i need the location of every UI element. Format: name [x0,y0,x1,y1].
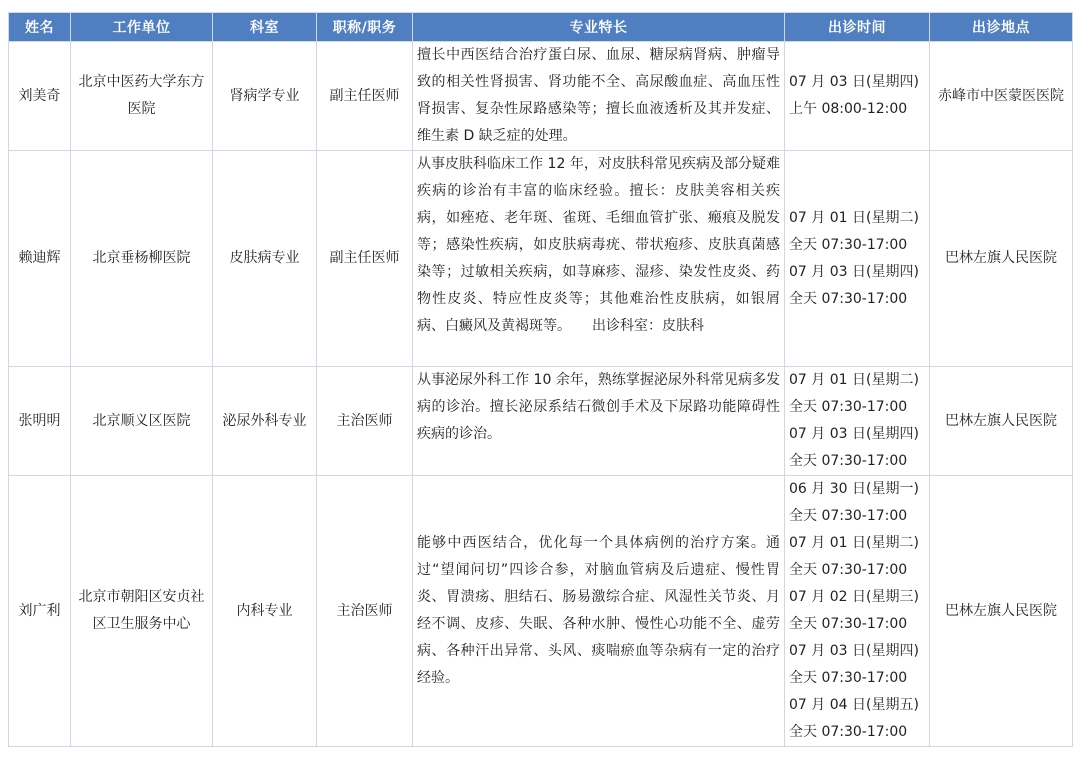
department: 肾病学专业 [213,42,317,151]
table-header-row [9,13,1073,42]
department: 内科专业 [213,476,317,747]
time-hours: 全天 07:30-17:00 [789,399,908,415]
clinic-location: 巴林左旗人民医院 [930,151,1073,367]
clinic-time [785,367,930,476]
clinic-location: 赤峰市中医蒙医医院 [930,42,1073,151]
header-title: 职称/职务 [317,13,413,42]
table-row [9,367,1073,476]
header-unit: 工作单位 [71,13,213,42]
time-date: 07 月 01 日(星期二) [789,209,919,226]
time-hours: 全天 07:30-17:00 [789,724,908,740]
table-row [9,151,1073,367]
doctor-name: 赖迪辉 [9,151,71,367]
header-specialty: 专业特长 [413,13,785,42]
time-hours: 全天 07:30-17:00 [789,562,908,578]
clinic-time [785,42,930,151]
clinic-time [785,476,930,747]
specialty: 擅长中西医结合治疗蛋白尿、血尿、糖尿病肾病、肿瘤导致的相关性肾损害、肾功能不全、高尿酸血症、高血压性肾损害、复杂性尿路感染等；擅长血液透析及其并发症、维生素 D 缺乏症的处理。 [413,42,785,151]
doctor-name: 张明明 [9,367,71,476]
time-date: 07 月 01 日(星期二) [789,372,919,388]
time-date: 07 月 03 日(星期四) [789,426,919,442]
specialty: 从事皮肤科临床工作 12 年，对皮肤科常见疾病及部分疑难疾病的诊治有丰富的临床经验。擅长：皮肤美容相关疾病，如痤疮、老年斑、雀斑、毛细血管扩张、瘢痕及脱发等；感染性疾病，如皮肤病毒疣、带状疱疹、皮肤真菌感染等；过敏相关疾病，如荨麻疹、湿疹、染发性皮炎、药物性皮炎、特应性皮炎等；其他难治性皮肤病，如银屑病、白癜风及黄褐斑等。 出诊科室：皮肤科 [413,151,785,367]
department: 皮肤病专业 [213,151,317,367]
time-date: 07 月 02 日(星期三) [789,589,919,605]
header-dept: 科室 [213,13,317,42]
work-unit: 北京垂杨柳医院 [71,151,213,367]
header-time: 出诊时间 [785,13,930,42]
department: 泌尿外科专业 [213,367,317,476]
time-hours: 全天 07:30-17:00 [789,236,908,253]
work-unit: 北京中医药大学东方医院 [71,42,213,151]
table-row [9,476,1073,747]
table-row [9,42,1073,151]
doctor-name: 刘美奇 [9,42,71,151]
work-unit: 北京市朝阳区安贞社区卫生服务中心 [71,476,213,747]
time-date: 07 月 03 日(星期四) [789,74,919,90]
time-hours: 全天 07:30-17:00 [789,453,908,469]
job-title: 主治医师 [317,367,413,476]
clinic-location: 巴林左旗人民医院 [930,476,1073,747]
schedule-table-wrapper [8,12,1072,747]
work-unit: 北京顺义区医院 [71,367,213,476]
header-location: 出诊地点 [930,13,1073,42]
time-hours: 全天 07:30-17:00 [789,290,908,307]
time-date: 07 月 03 日(星期四) [789,643,919,659]
job-title: 主治医师 [317,476,413,747]
time-hours: 上午 08:00-12:00 [789,101,908,117]
time-date: 06 月 30 日(星期一) [789,481,919,497]
time-hours: 全天 07:30-17:00 [789,670,908,686]
specialty: 从事泌尿外科工作 10 余年，熟练掌握泌尿外科常见病多发病的诊治。擅长泌尿系结石微创手术及下尿路功能障碍性疾病的诊治。 [413,367,785,476]
doctor-schedule-table [8,12,1073,747]
time-hours: 全天 07:30-17:00 [789,508,908,524]
header-name: 姓名 [9,13,71,42]
time-hours: 全天 07:30-17:00 [789,616,908,632]
clinic-time [785,151,930,367]
job-title: 副主任医师 [317,151,413,367]
time-date: 07 月 03 日(星期四) [789,263,919,280]
time-date: 07 月 04 日(星期五) [789,697,919,713]
doctor-name: 刘广利 [9,476,71,747]
clinic-location: 巴林左旗人民医院 [930,367,1073,476]
specialty: 能够中西医结合，优化每一个具体病例的治疗方案。通过“望闻问切”四诊合参，对脑血管病及后遗症、慢性胃炎、胃溃疡、胆结石、肠易激综合症、风湿性关节炎、月经不调、皮疹、失眠、各种水肿、慢性心功能不全、虚劳病、各种汗出异常、头风、痰喘瘀血等杂病有一定的治疗经验。 [413,476,785,747]
job-title: 副主任医师 [317,42,413,151]
time-date: 07 月 01 日(星期二) [789,535,919,551]
